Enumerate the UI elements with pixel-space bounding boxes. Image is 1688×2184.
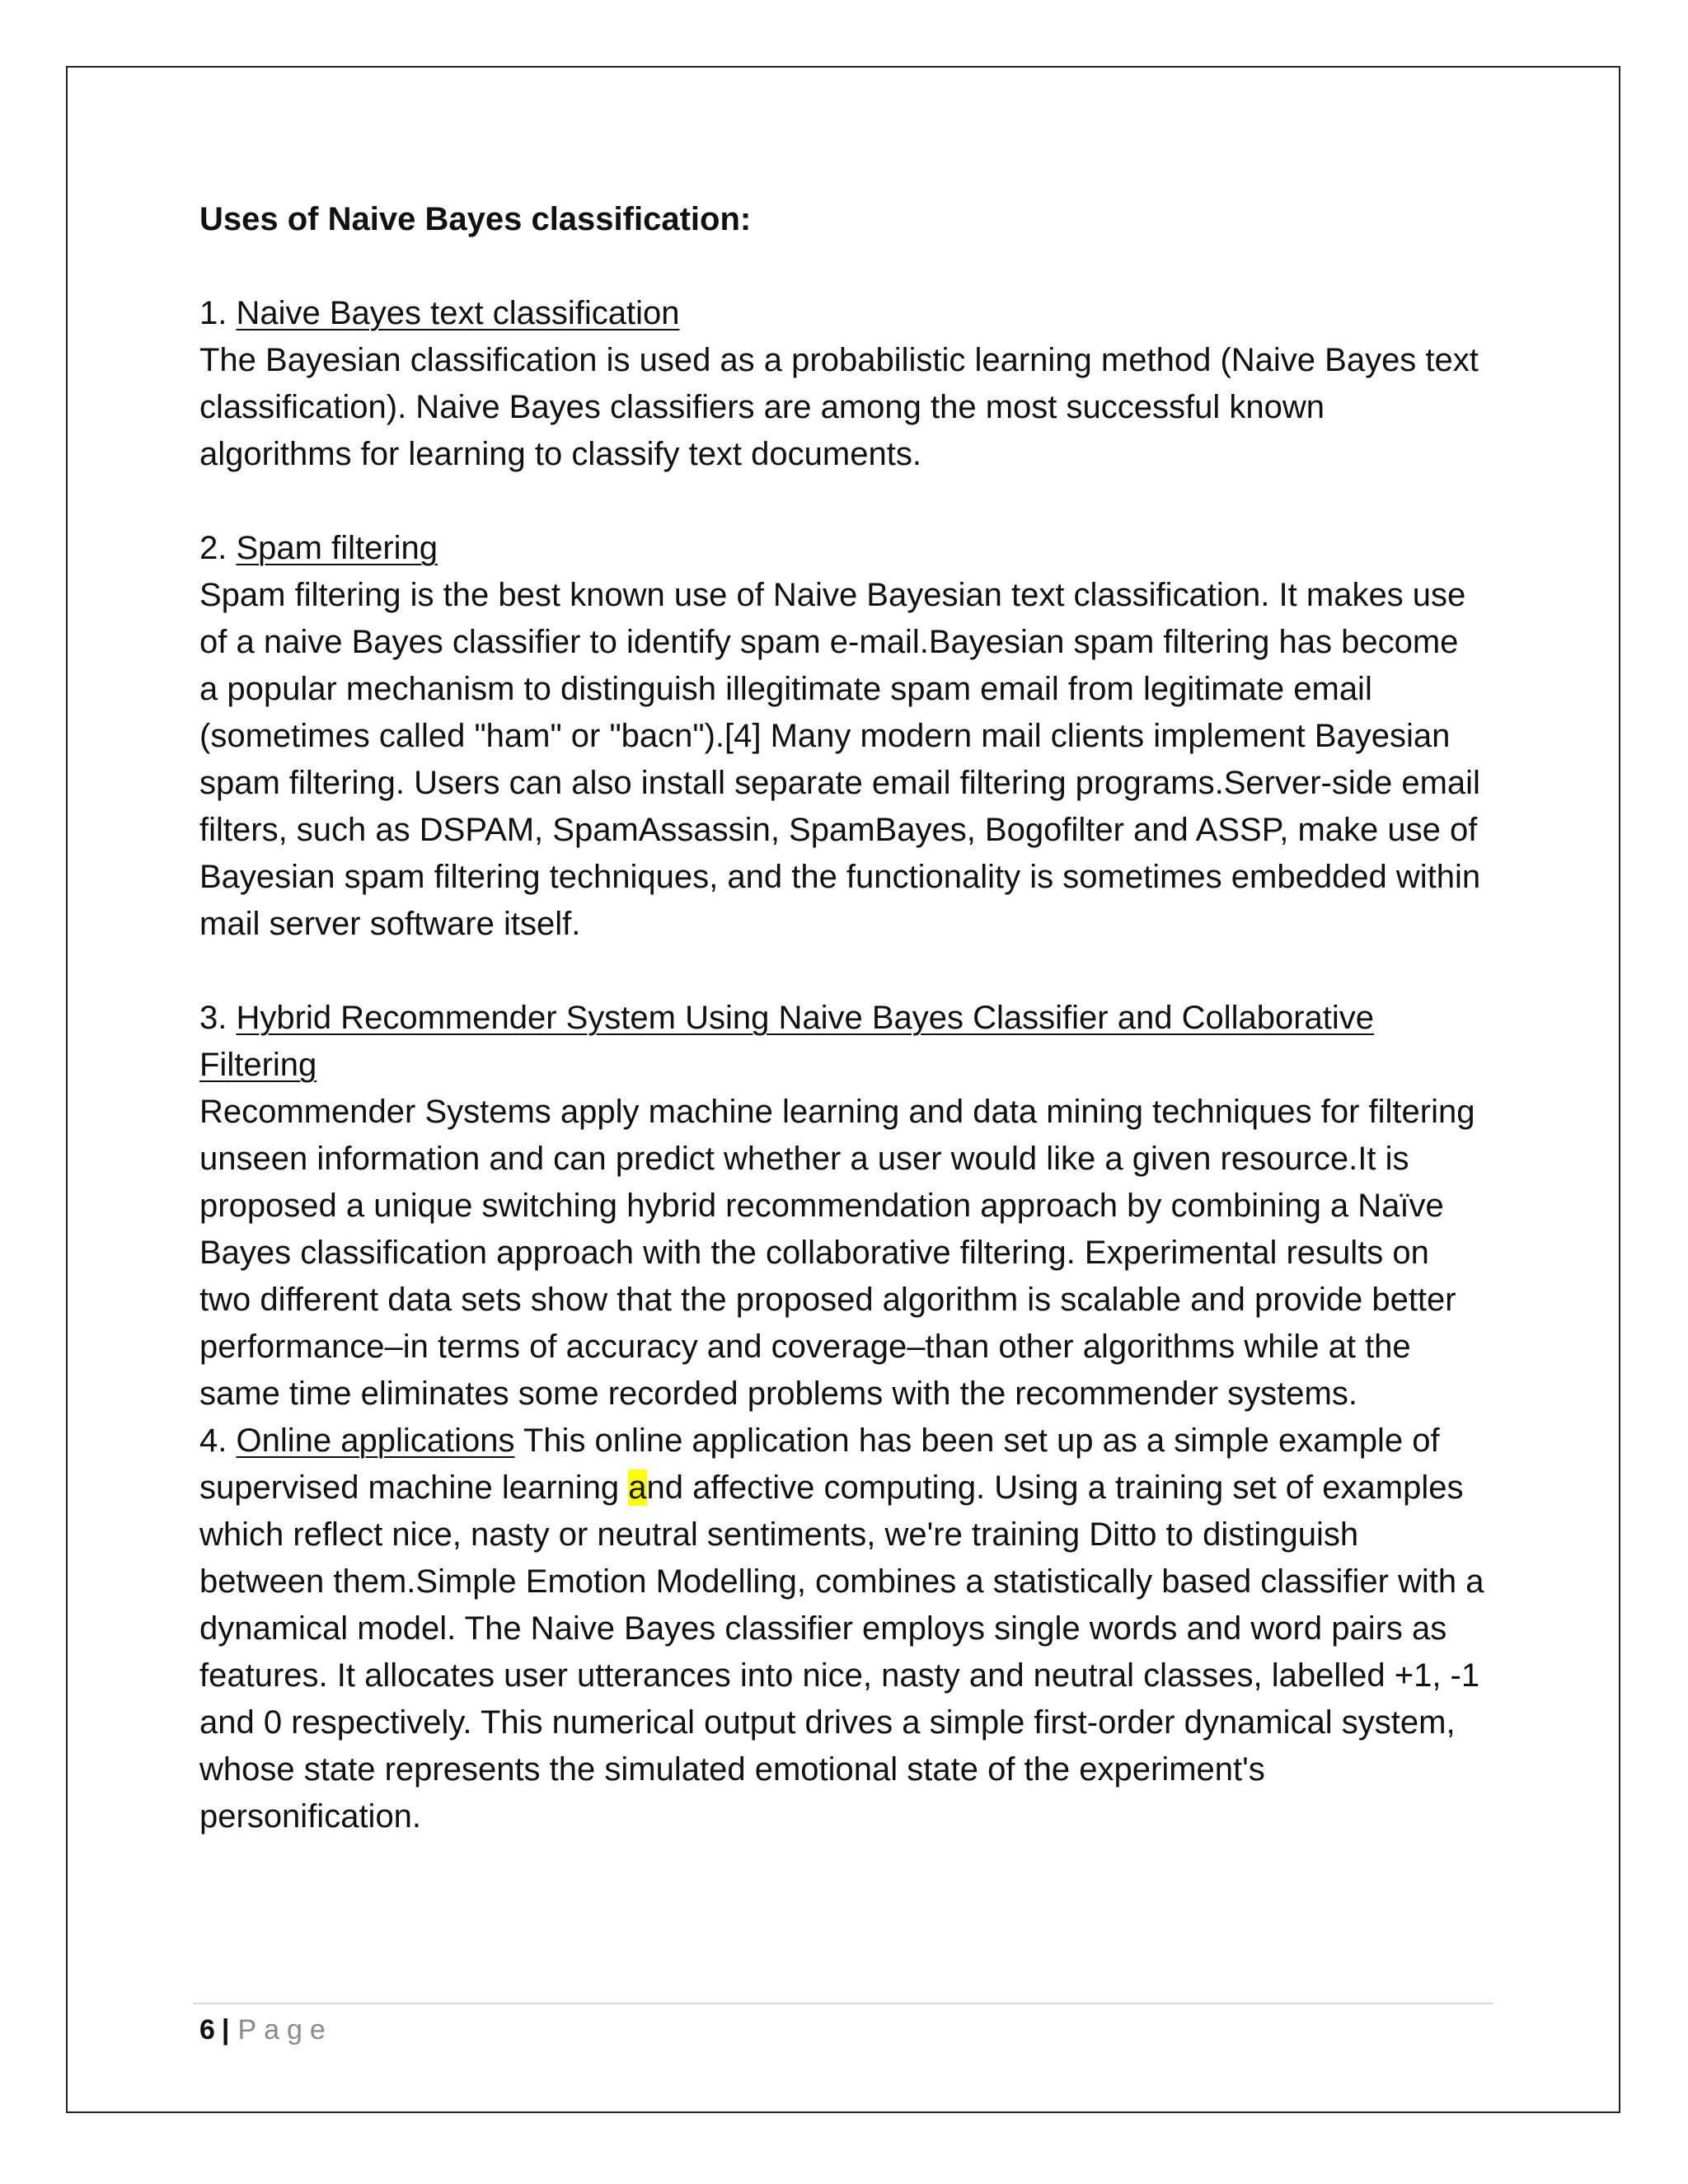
section-title-row — [199, 290, 1485, 337]
section-number: 1. — [199, 295, 237, 331]
section-body: Spam filtering is the best known use of Naive Bayesian text classification. It makes use of a naive Bayes classifier to identify spam e-mail.Bayesian spam filtering has become a popular mechanism to distinguish illegitimate spam email from legitimate email (sometimes called "ham" or "bacn").[4] Many modern mail clients implement Bayesian spam filtering. Users can also install separate email filtering programs.Server-side email filters, such as DSPAM, SpamAssassin, SpamBayes, Bogofilter and ASSP, make use of Bayesian spam filtering techniques, and the functionality is sometimes embedded within mail server software itself. — [199, 577, 1481, 942]
section-title-row — [199, 995, 1485, 1089]
section-number: 2. — [199, 530, 237, 566]
section-number: 4. — [199, 1422, 237, 1459]
section-online-applications — [199, 1418, 1485, 1840]
document-body — [199, 196, 1485, 1840]
section-spam-filtering — [199, 525, 1485, 948]
section-title: Hybrid Recommender System Using Naive Bayes Classifier and Collaborative Filtering — [199, 1000, 1375, 1083]
section-body-part: nd affective computing. Using a training set of examples which reflect nice, nasty or neutral sentiments, we're training Ditto to distinguish between them.Simple Emotion Modelling, combines a statistically based classifier with a dynamical model. The Naive Bayes classifier employs single words and word pairs as features. It allocates user utterances into nice, nasty and neutral classes, labelled +1, -1 and 0 respectively. This numerical output drives a simple first-order dynamical system, whose state represents the simulated emotional state of the experiment's personification. — [199, 1469, 1484, 1835]
section-title: Online applications — [236, 1422, 515, 1459]
document-heading: Uses of Naive Bayes classification: — [199, 201, 752, 237]
section-title: Naive Bayes text classification — [236, 295, 680, 331]
footer-divider — [193, 2003, 1493, 2004]
page-label: Page — [237, 2014, 333, 2046]
section-text-classification — [199, 290, 1485, 478]
section-number: 3. — [199, 1000, 237, 1036]
section-body: Recommender Systems apply machine learning and data mining techniques for filtering unseen information and can predict whether a user would like a given resource.It is proposed a unique switching hybrid recommendation approach by combining a Naïve Bayes classification approach with the collaborative filtering. Experimental results on two different data sets show that the proposed algorithm is scalable and provide better performance–in terms of accuracy and coverage–than other algorithms while at the same time eliminates some recorded problems with the recommender systems. — [199, 1094, 1475, 1412]
section-title-row — [199, 525, 1485, 572]
section-body — [199, 1418, 1485, 1840]
section-body-part: This online application has been set up as a simple example of supervised machine learning — [199, 1422, 1440, 1506]
section-hybrid-recommender — [199, 995, 1485, 1418]
page-footer — [199, 2009, 333, 2050]
section-title: Spam filtering — [236, 530, 438, 566]
page-number: 6 — [199, 2014, 215, 2046]
section-body: The Bayesian classification is used as a probabilistic learning method (Naive Bayes text classification). Naive Bayes classifiers are among the most successful known algorithms for learning to classify text documents. — [199, 342, 1479, 472]
footer-separator: | — [221, 2014, 230, 2046]
highlighted-text: a — [628, 1469, 647, 1506]
